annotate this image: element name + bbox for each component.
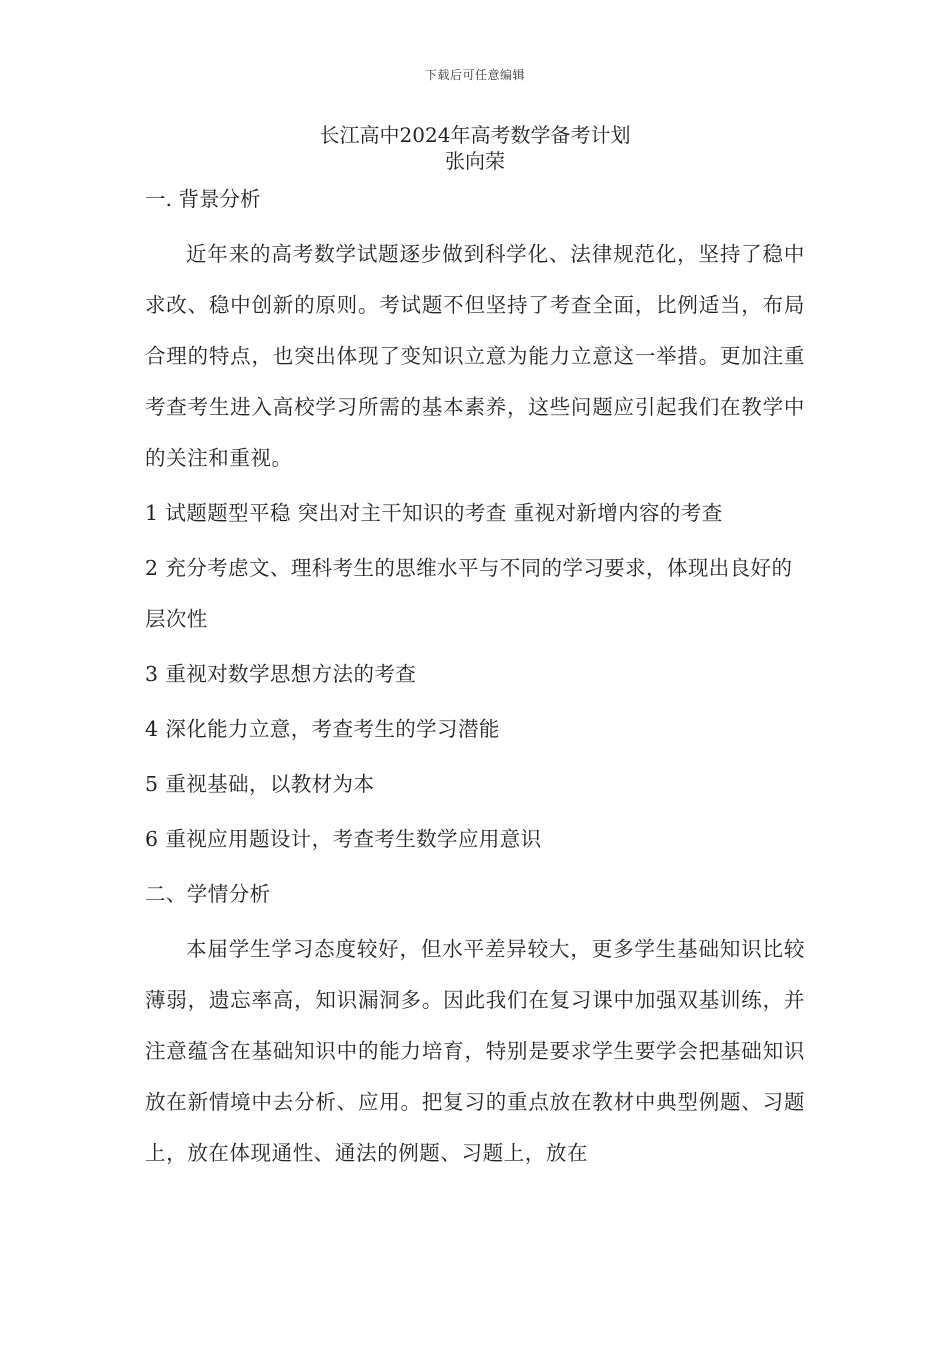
background-item-6: 6 重视应用题设计，考查考生数学应用意识 — [145, 827, 542, 851]
document-author: 张向荣 — [445, 149, 505, 173]
header-note: 下载后可任意编辑 — [424, 68, 525, 82]
background-item-5: 5 重视基础，以教材为本 — [145, 772, 375, 796]
document-title: 长江高中2024年高考数学备考计划 — [319, 123, 631, 147]
section-heading-background: 一. 背景分析 — [145, 187, 261, 211]
background-item-1: 1 试题题型平稳 突出对主干知识的考查 重视对新增内容的考查 — [145, 501, 723, 525]
background-paragraph: 近年来的高考数学试题逐步做到科学化、法律规范化，坚持了稳中求改、稳中创新的原则。考试题不但坚持了考查全面，比例适当，布局合理的特点，也突出体现了变知识立意为能力立意这一举措。更加注重考查考生进入高校学习所需的基本素养，这些问题应引起我们在教学中的关注和重视。 — [145, 242, 805, 470]
student-analysis-paragraph: 本届学生学习态度较好，但水平差异较大，更多学生基础知识比较薄弱，遗忘率高，知识漏洞多。因此我们在复习课中加强双基训练，并注意蕴含在基础知识中的能力培育，特别是要求学生要学会把基础知识放在新情境中去分析、应用。把复习的重点放在教材中典型例题、习题上，放在体现通性、通法的例题、习题上，放在 — [145, 937, 805, 1165]
background-item-2: 2 充分考虑文、理科考生的思维水平与不同的学习要求，体现出良好的层次性 — [145, 556, 793, 631]
background-item-3: 3 重视对数学思想方法的考查 — [145, 662, 417, 686]
background-item-4: 4 深化能力立意，考查考生的学习潜能 — [145, 717, 500, 741]
document-body — [145, 174, 805, 1179]
section-heading-student-analysis: 二、学情分析 — [145, 882, 271, 906]
